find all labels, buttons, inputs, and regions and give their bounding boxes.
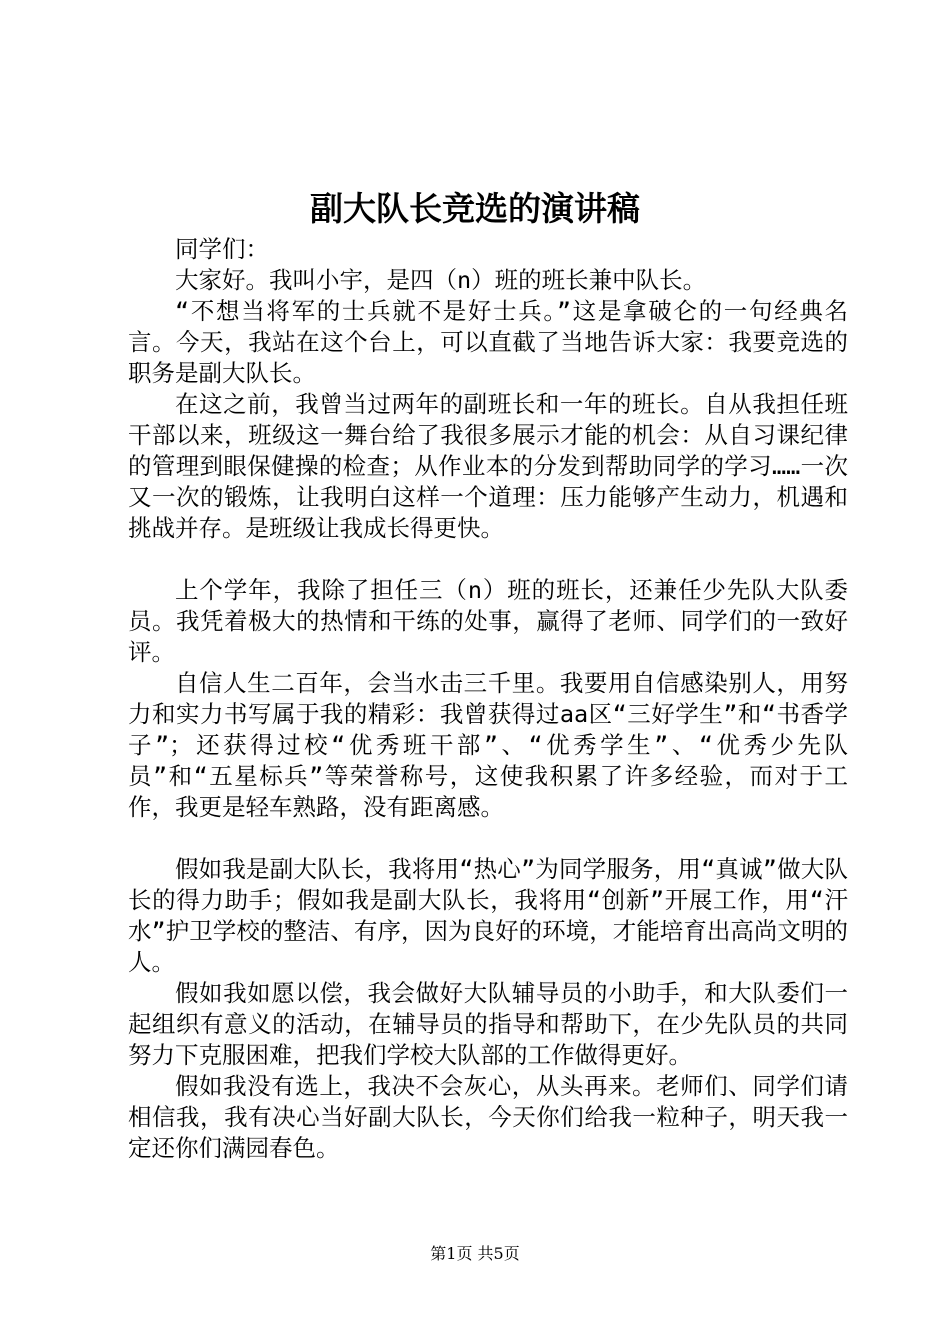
paragraph-greeting: 同学们： (175, 235, 269, 263)
paragraph-last-year: 上个学年，我除了担任三（n）班的班长，还兼任少先队大队委员。我凭着极大的热情和干练的处事，赢得了老师、同学们的一致好评。 (128, 576, 848, 666)
page-number-footer: 第1页 共5页 (430, 1244, 520, 1263)
paragraph-if-elected: 假如我如愿以偿，我会做好大队辅导员的小助手，和大队委们一起组织有意义的活动，在辅导员的指导和帮助下，在少先队员的共同努力下克服困难，把我们学校大队部的工作做得更好。 (128, 979, 848, 1069)
paragraph-confidence: 自信人生二百年，会当水击三千里。我要用自信感染别人，用努力和实力书写属于我的精彩：我曾获得过aa区“三好学生”和“书香学子”；还获得过校“优秀班干部”、“优秀学生”、“优秀少先队员”和“五星标兵”等荣誉称号，这使我积累了许多经验，而对于工作，我更是轻车熟路，没有距离感。 (128, 669, 848, 821)
paragraph-experience: 在这之前，我曾当过两年的副班长和一年的班长。自从我担任班干部以来，班级这一舞台给了我很多展示才能的机会：从自习课纪律的管理到眼保健操的检查；从作业本的分发到帮助同学的学习……一次又一次的锻炼，让我明白这样一个道理：压力能够产生动力，机遇和挑战并存。是班级让我成长得更快。 (128, 390, 848, 542)
document-title: 副大队长竞选的演讲稿 (310, 189, 640, 228)
paragraph-if-not-elected: 假如我没有选上，我决不会灰心，从头再来。老师们、同学们请相信我，我有决心当好副大队长，今天你们给我一粒种子，明天我一定还你们满园春色。 (128, 1072, 848, 1162)
paragraph-quote: “不想当将军的士兵就不是好士兵。”这是拿破仑的一句经典名言。今天，我站在这个台上，可以直截了当地告诉大家：我要竞选的职务是副大队长。 (128, 297, 848, 387)
paragraph-introduction: 大家好。我叫小宇，是四（n）班的班长兼中队长。 (175, 266, 707, 294)
paragraph-plans: 假如我是副大队长，我将用“热心”为同学服务，用“真诚”做大队长的得力助手；假如我是副大队长，我将用“创新”开展工作，用“汗水”护卫学校的整洁、有序，因为良好的环境，才能培育出高尚文明的人。 (128, 855, 848, 976)
document-body (128, 234, 848, 1164)
